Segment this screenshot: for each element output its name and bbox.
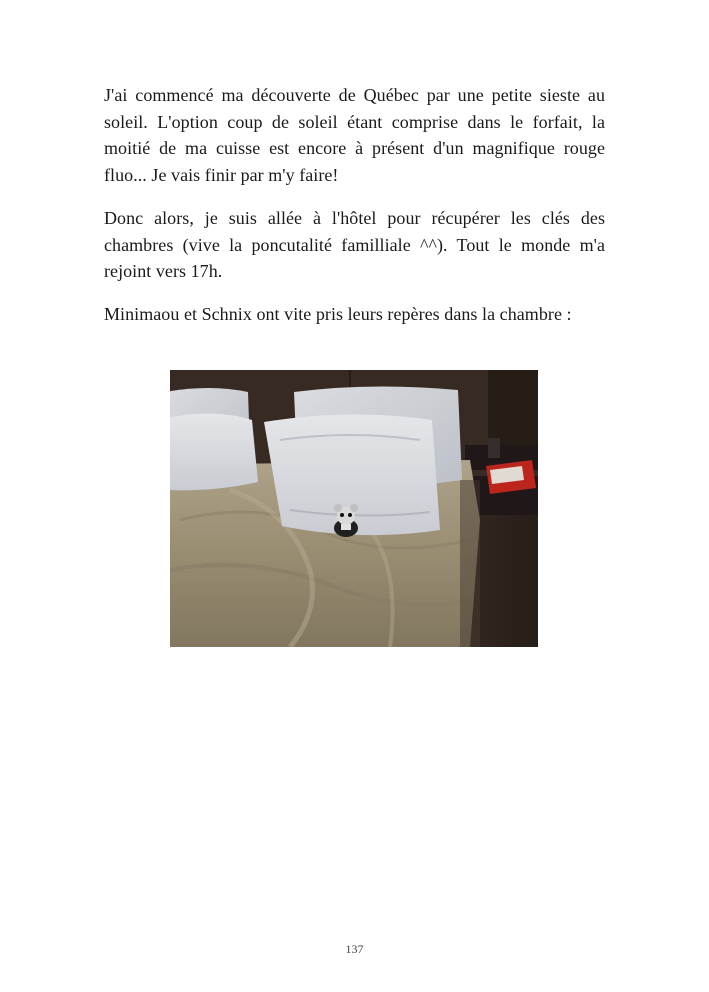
hotel-bed-photo (170, 370, 538, 647)
paragraph-sunbath: J'ai commencé ma découverte de Québec par une petite sieste au soleil. L'option coup de soleil étant comprise dans le forfait, la moitié de ma cuisse est encore à présent d'un magnifique rouge fluo... Je vais finir par m'y faire! (104, 85, 605, 185)
paragraph-room: Minimaou et Schnix ont vite pris leurs repères dans la chambre : (104, 304, 572, 324)
paragraph-hotel: Donc alors, je suis allée à l'hôtel pour récupérer les clés des chambres (vive la poncutalité familliale ^^). Tout le monde m'a rejoint vers 17h. (104, 208, 605, 281)
page-number: 137 (345, 942, 364, 956)
